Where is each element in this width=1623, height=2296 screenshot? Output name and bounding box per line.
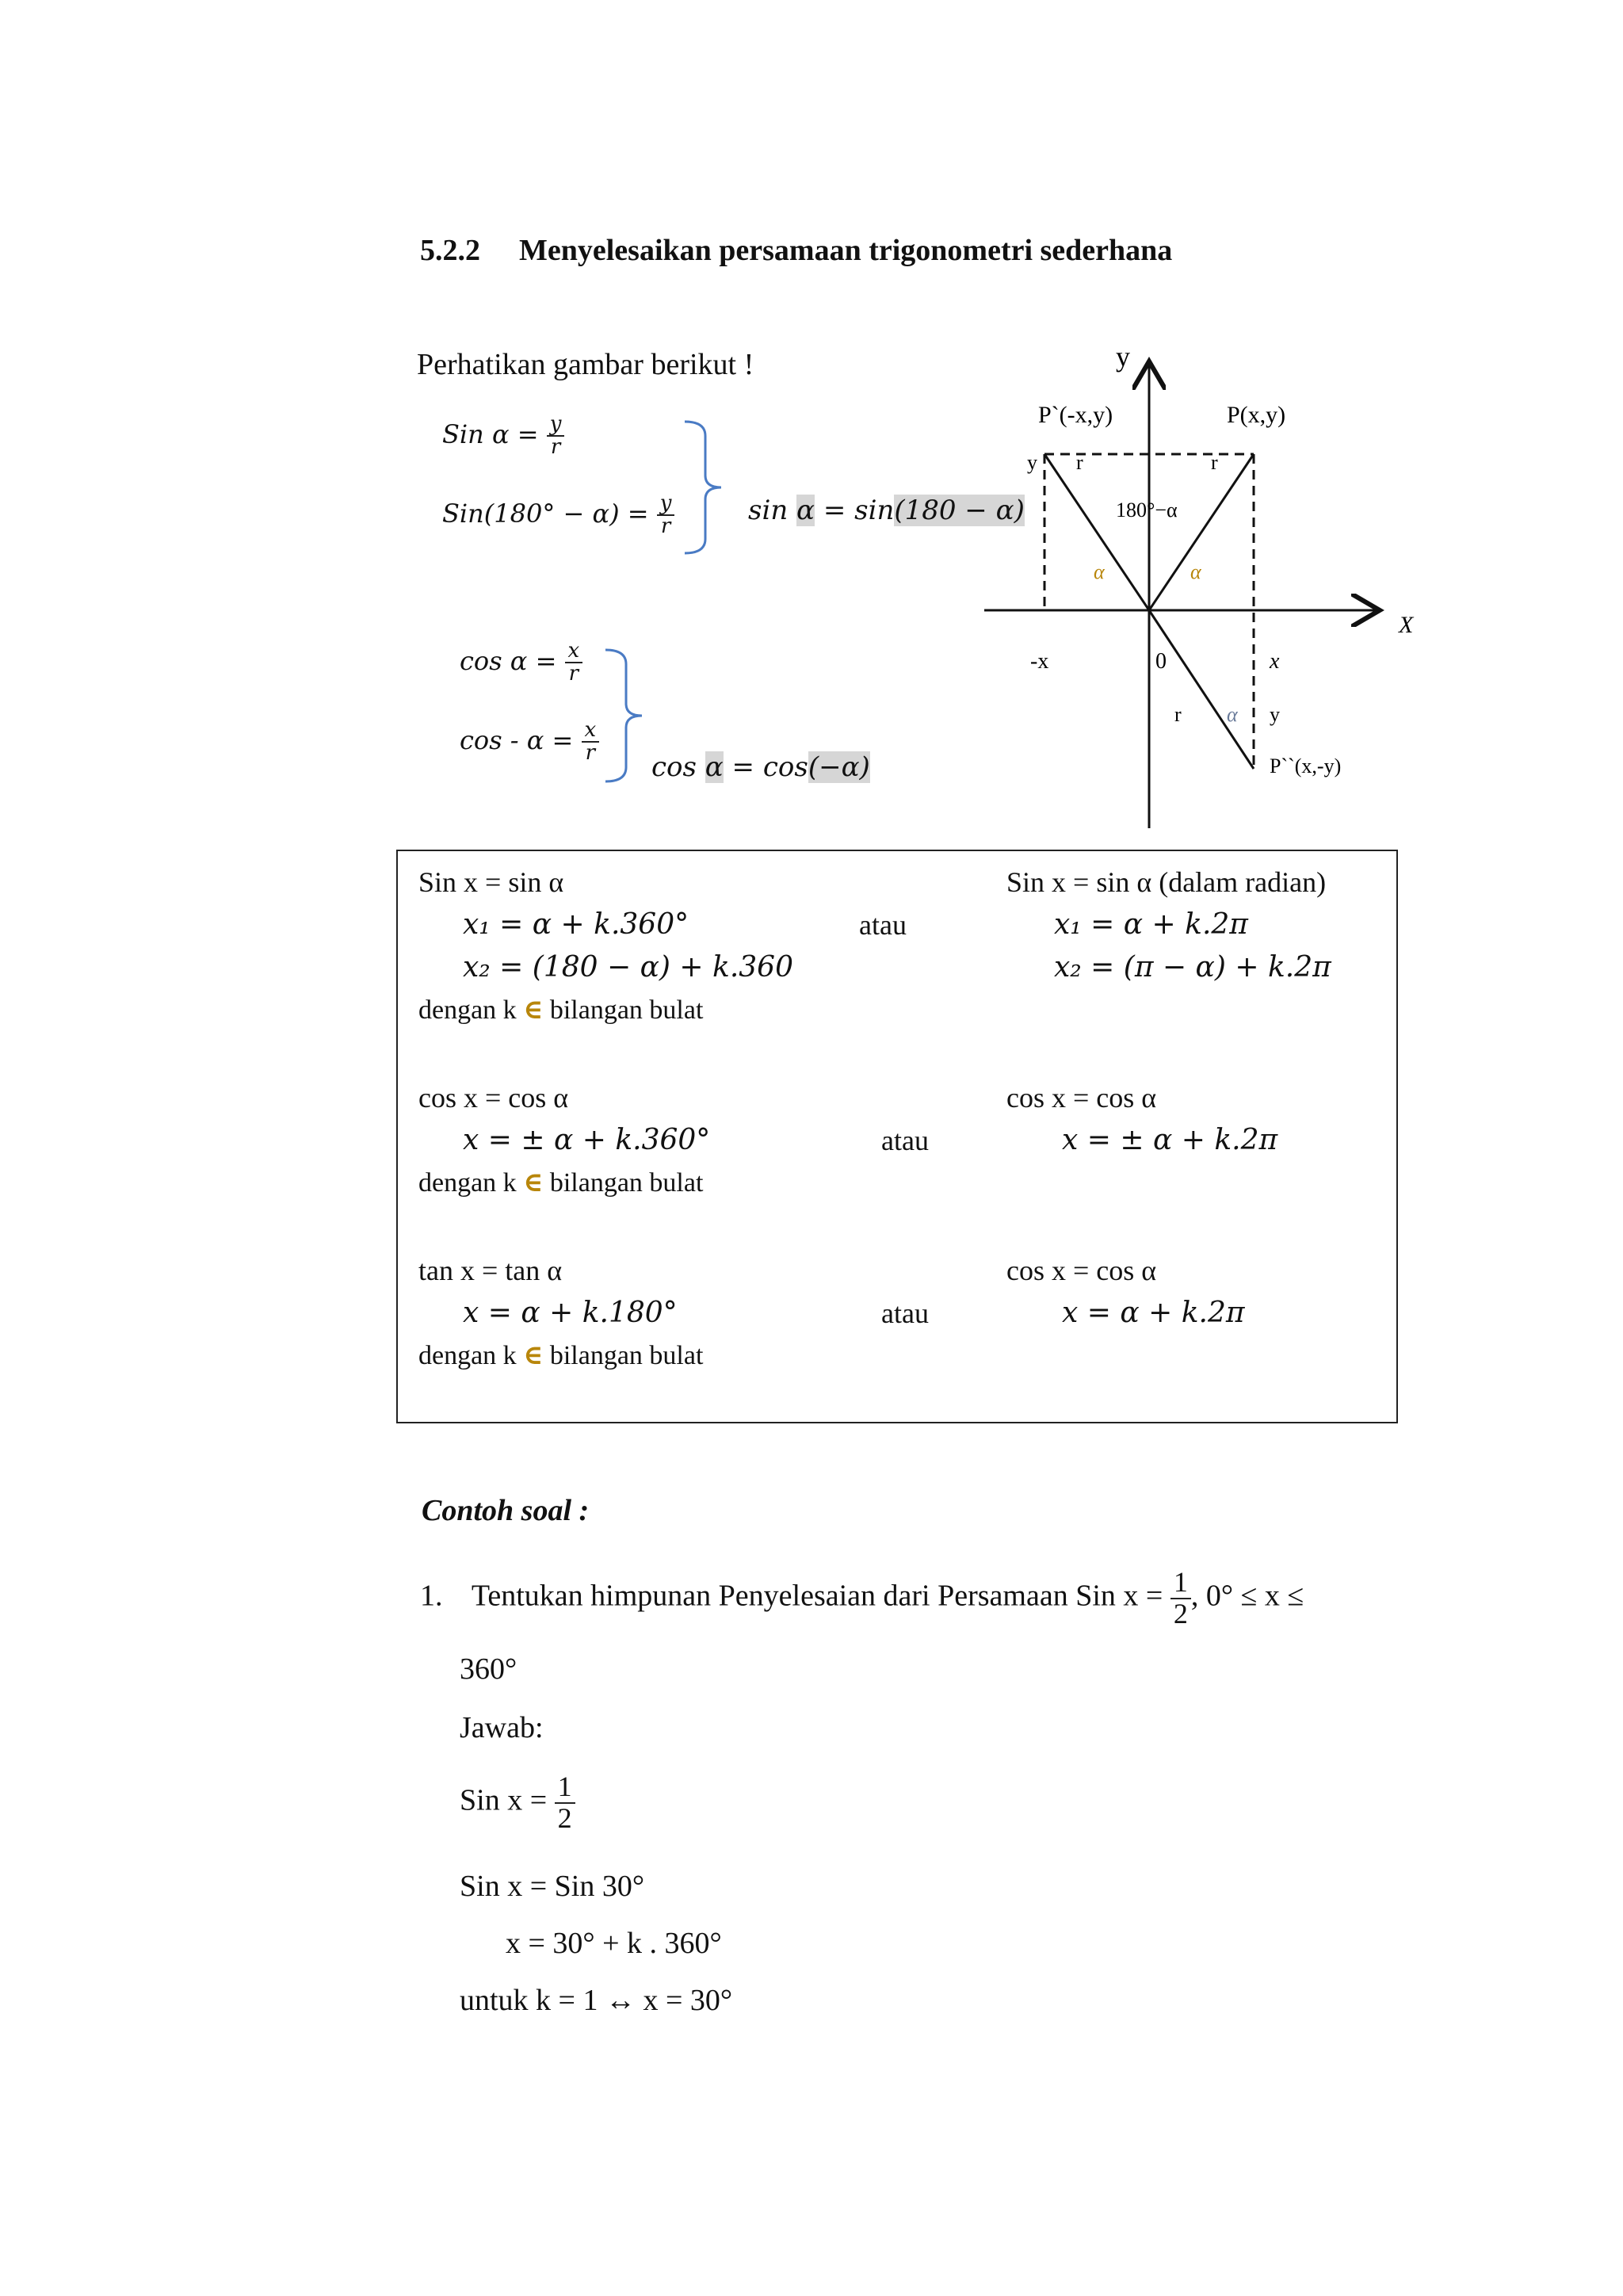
question-range: , 0° ≤ x ≤ bbox=[1190, 1579, 1304, 1613]
sin-left-eq: Sin x = sin α bbox=[418, 866, 564, 898]
atau-3: atau bbox=[881, 1297, 929, 1329]
question-den: 2 bbox=[1173, 1597, 1188, 1629]
step-2: Sin x = Sin 30° bbox=[460, 1870, 645, 1903]
sin-right-eq: Sin x = sin α (dalam radian) bbox=[1006, 866, 1327, 898]
cos-right-eq: cos x = cos α bbox=[1006, 1082, 1157, 1114]
diagram-r1: r bbox=[1076, 451, 1083, 474]
diagram-angle-top: 180°−α bbox=[1116, 499, 1178, 521]
cos-result-c: = cos bbox=[723, 751, 808, 783]
cos-result-b: α bbox=[705, 751, 724, 783]
cos1-fraction bbox=[565, 640, 583, 686]
dengan-3 bbox=[418, 1339, 703, 1371]
step1-num: 1 bbox=[555, 1772, 575, 1804]
question-number: 1. bbox=[420, 1579, 443, 1613]
dengan-2-post: bilangan bulat bbox=[543, 1168, 704, 1198]
cos-identity-2 bbox=[460, 720, 599, 765]
sin1-num: y bbox=[547, 414, 565, 437]
cos-left-eq: cos x = cos α bbox=[418, 1082, 569, 1114]
dengan-3-post: bilangan bulat bbox=[543, 1341, 704, 1370]
tan-right-sol: x = α + k.2π bbox=[1062, 1297, 1245, 1329]
cos-identity-1 bbox=[460, 640, 582, 686]
diagram-alpha-left: α bbox=[1094, 560, 1105, 583]
sin-right-x1: x₁ = α + k.2π bbox=[1054, 908, 1248, 941]
radius-right bbox=[1149, 454, 1254, 610]
section-number: 5.2.2 bbox=[420, 234, 480, 267]
cos-left-sol: x = ± α + k.360° bbox=[463, 1124, 711, 1156]
sin-left-x2: x₂ = (180 − α) + k.360 bbox=[463, 951, 793, 984]
sin1-lhs: Sin α = bbox=[442, 418, 539, 449]
cos-result bbox=[651, 751, 870, 783]
element-of-icon: ∈ bbox=[523, 995, 544, 1025]
unit-circle-diagram bbox=[975, 349, 1450, 840]
sin1-den: r bbox=[550, 435, 561, 460]
sin-left-x1: x₁ = α + k.360° bbox=[463, 908, 689, 941]
step-4: untuk k = 1 ↔ x = 30° bbox=[460, 1984, 733, 2017]
diagram-p-double: P``(x,-y) bbox=[1270, 755, 1342, 777]
diagram-r2: r bbox=[1211, 451, 1218, 474]
dengan-3-pre: dengan k bbox=[418, 1341, 524, 1370]
radius-left bbox=[1044, 454, 1149, 610]
sin-brace-icon bbox=[682, 420, 729, 555]
element-of-icon: ∈ bbox=[523, 1341, 544, 1370]
cos2-lhs: cos - α = bbox=[460, 724, 574, 755]
step1-lhs: Sin x = bbox=[460, 1783, 548, 1817]
question-text: Tentukan himpunan Penyelesaian dari Persamaan Sin x = bbox=[471, 1579, 1163, 1613]
atau-2: atau bbox=[881, 1125, 929, 1156]
cos2-num: x bbox=[582, 720, 600, 743]
question-continued: 360° bbox=[460, 1652, 517, 1686]
cos2-fraction bbox=[582, 720, 600, 765]
dengan-1-post: bilangan bulat bbox=[543, 995, 704, 1025]
diagram-y-bottom: y bbox=[1270, 703, 1280, 726]
cos1-den: r bbox=[568, 662, 579, 686]
sin2-num: y bbox=[657, 493, 675, 516]
diagram-r3: r bbox=[1174, 703, 1182, 726]
diagram-p: P(x,y) bbox=[1227, 402, 1286, 428]
tan-left-eq: tan x = tan α bbox=[418, 1255, 563, 1286]
diagram-alpha-right: α bbox=[1190, 560, 1201, 583]
sin-result-d: (180 − α) bbox=[894, 495, 1025, 526]
diagram-alpha-bottom: α bbox=[1227, 703, 1238, 726]
sin-result-b: α bbox=[796, 495, 815, 526]
diagram-neg-x: -x bbox=[1030, 649, 1049, 674]
step1-den: 2 bbox=[557, 1801, 572, 1834]
sin-result-a: sin bbox=[748, 495, 789, 526]
question-fraction bbox=[1170, 1568, 1191, 1629]
sin-right-x2: x₂ = (π − α) + k.2π bbox=[1054, 951, 1331, 984]
dengan-2 bbox=[418, 1167, 703, 1198]
sin-identity-1 bbox=[442, 414, 564, 459]
example-heading: Contoh soal : bbox=[422, 1494, 590, 1527]
dengan-2-pre: dengan k bbox=[418, 1168, 524, 1198]
diagram-y-left: y bbox=[1027, 451, 1037, 474]
cos-right-sol: x = ± α + k.2π bbox=[1062, 1124, 1278, 1156]
radius-bottom bbox=[1149, 610, 1254, 769]
sin2-fraction bbox=[657, 493, 675, 538]
step-3: x = 30° + k . 360° bbox=[506, 1927, 722, 1960]
section-title: Menyelesaikan persamaan trigonometri sederhana bbox=[519, 234, 1173, 267]
cos-result-a: cos bbox=[651, 751, 697, 783]
tan-left-sol: x = α + k.180° bbox=[463, 1297, 678, 1329]
sin2-lhs: Sin(180° − α) = bbox=[442, 498, 649, 529]
jawab-label: Jawab: bbox=[460, 1711, 544, 1744]
tan-right-eq: cos x = cos α bbox=[1006, 1255, 1157, 1286]
diagram-y-axis-label: y bbox=[1116, 349, 1130, 372]
section-heading bbox=[420, 233, 1172, 268]
diagram-x-axis-label: X bbox=[1399, 612, 1414, 638]
intro-text: Perhatikan gambar berikut ! bbox=[417, 348, 754, 381]
sin1-fraction bbox=[547, 414, 565, 459]
sin-identity-2 bbox=[442, 493, 674, 538]
sin-result-c: = sin bbox=[815, 495, 895, 526]
step1-fraction bbox=[555, 1772, 575, 1834]
dengan-1 bbox=[418, 994, 703, 1026]
diagram-origin: 0 bbox=[1155, 649, 1167, 674]
atau-1: atau bbox=[859, 909, 907, 941]
element-of-icon: ∈ bbox=[523, 1168, 544, 1198]
diagram-p-prime: P`(-x,y) bbox=[1038, 402, 1113, 428]
cos-brace-icon bbox=[602, 648, 650, 783]
cos1-num: x bbox=[565, 640, 583, 663]
question-num: 1 bbox=[1170, 1568, 1191, 1599]
cos1-lhs: cos α = bbox=[460, 645, 557, 676]
diagram-x-right: x bbox=[1270, 649, 1280, 674]
question-1 bbox=[420, 1568, 1304, 1629]
cos2-den: r bbox=[585, 741, 596, 766]
dengan-1-pre: dengan k bbox=[418, 995, 524, 1025]
cos-result-d: (−α) bbox=[808, 751, 870, 783]
step-1 bbox=[460, 1772, 575, 1834]
sin2-den: r bbox=[660, 514, 671, 539]
